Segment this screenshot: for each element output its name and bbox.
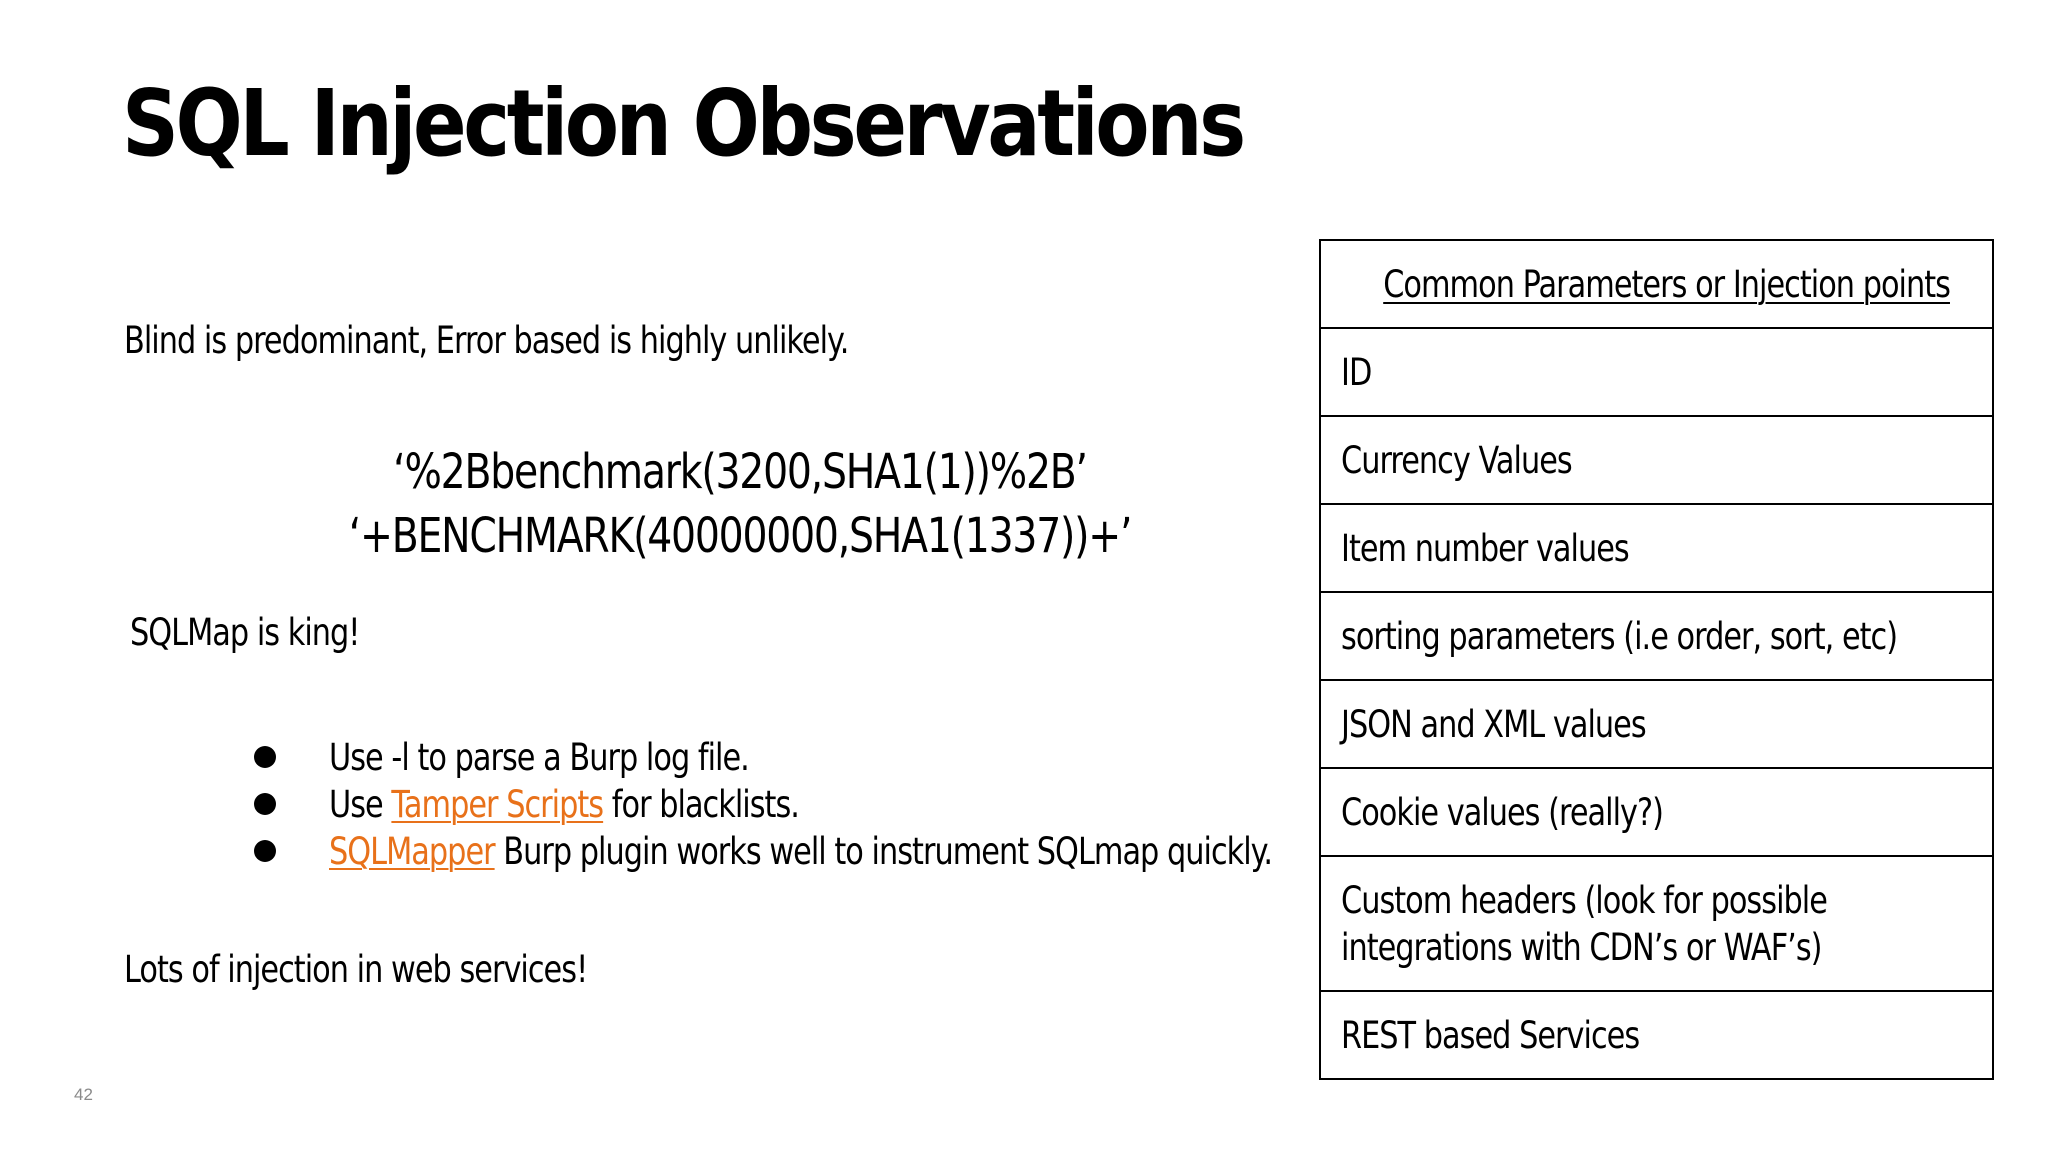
table-cell xyxy=(1320,768,1993,856)
table-row xyxy=(1320,768,1993,856)
table-row xyxy=(1320,856,1993,991)
bullet-icon xyxy=(254,746,276,768)
slide-title: SQL Injection Observations xyxy=(122,70,1243,177)
table-row xyxy=(1320,416,1993,504)
bullet-text xyxy=(329,781,799,828)
table-row xyxy=(1320,328,1993,416)
table-cell-text: Currency Values xyxy=(1341,438,1572,482)
table-cell-text: Item number values xyxy=(1341,526,1629,570)
bullet-icon xyxy=(254,793,276,815)
table-header-row xyxy=(1320,240,1993,328)
sqlmap-heading: SQLMap is king! xyxy=(130,611,360,654)
table-cell-text xyxy=(1341,877,1827,971)
payload-line: ‘+BENCHMARK(40000000,SHA1(1337))+’ xyxy=(348,508,1132,564)
intro-text: Blind is predominant, Error based is highly unlikely. xyxy=(124,319,849,362)
sqlmapper-link[interactable]: SQLMapper xyxy=(329,830,495,873)
table-cell-text: ID xyxy=(1341,350,1372,394)
payload-examples xyxy=(260,440,1220,568)
payload-line: ‘%2Bbenchmark(3200,SHA1(1))%2B’ xyxy=(393,444,1087,500)
table-cell xyxy=(1320,328,1993,416)
table-cell-text: Cookie values (really?) xyxy=(1341,790,1663,834)
bullet-text-part: Use xyxy=(329,783,392,826)
table-cell-line: Custom headers (look for possible xyxy=(1341,878,1827,922)
table-row xyxy=(1320,592,1993,680)
table-cell xyxy=(1320,504,1993,592)
table-cell xyxy=(1320,592,1993,680)
tamper-scripts-link[interactable]: Tamper Scripts xyxy=(391,783,604,826)
table-header xyxy=(1320,240,1993,328)
table-row xyxy=(1320,504,1993,592)
bullet-text xyxy=(329,828,1272,875)
bullet-text-part: for blacklists. xyxy=(603,783,799,826)
table-cell xyxy=(1320,416,1993,504)
page-number: 42 xyxy=(74,1085,93,1104)
table-cell-text: REST based Services xyxy=(1341,1013,1640,1057)
bullet-text-part: Burp plugin works well to instrument SQLmap quickly. xyxy=(494,830,1272,873)
table-cell-line: integrations with CDN’s or WAF’s) xyxy=(1341,925,1822,969)
closing-text: Lots of injection in web services! xyxy=(124,948,588,991)
table-cell-text: JSON and XML values xyxy=(1341,702,1646,746)
bullet-text xyxy=(329,734,749,781)
table-row xyxy=(1320,991,1993,1079)
table-cell xyxy=(1320,991,1993,1079)
table-row xyxy=(1320,680,1993,768)
table-cell xyxy=(1320,680,1993,768)
injection-points-table xyxy=(1319,239,1994,1080)
table-header-label: Common Parameters or Injection points xyxy=(1383,262,1950,306)
bullet-text-part: Use -l to parse a Burp log file. xyxy=(329,736,749,779)
table-cell xyxy=(1320,856,1993,991)
table-cell-text: sorting parameters (i.e order, sort, etc) xyxy=(1341,614,1898,658)
bullet-icon xyxy=(254,840,276,862)
